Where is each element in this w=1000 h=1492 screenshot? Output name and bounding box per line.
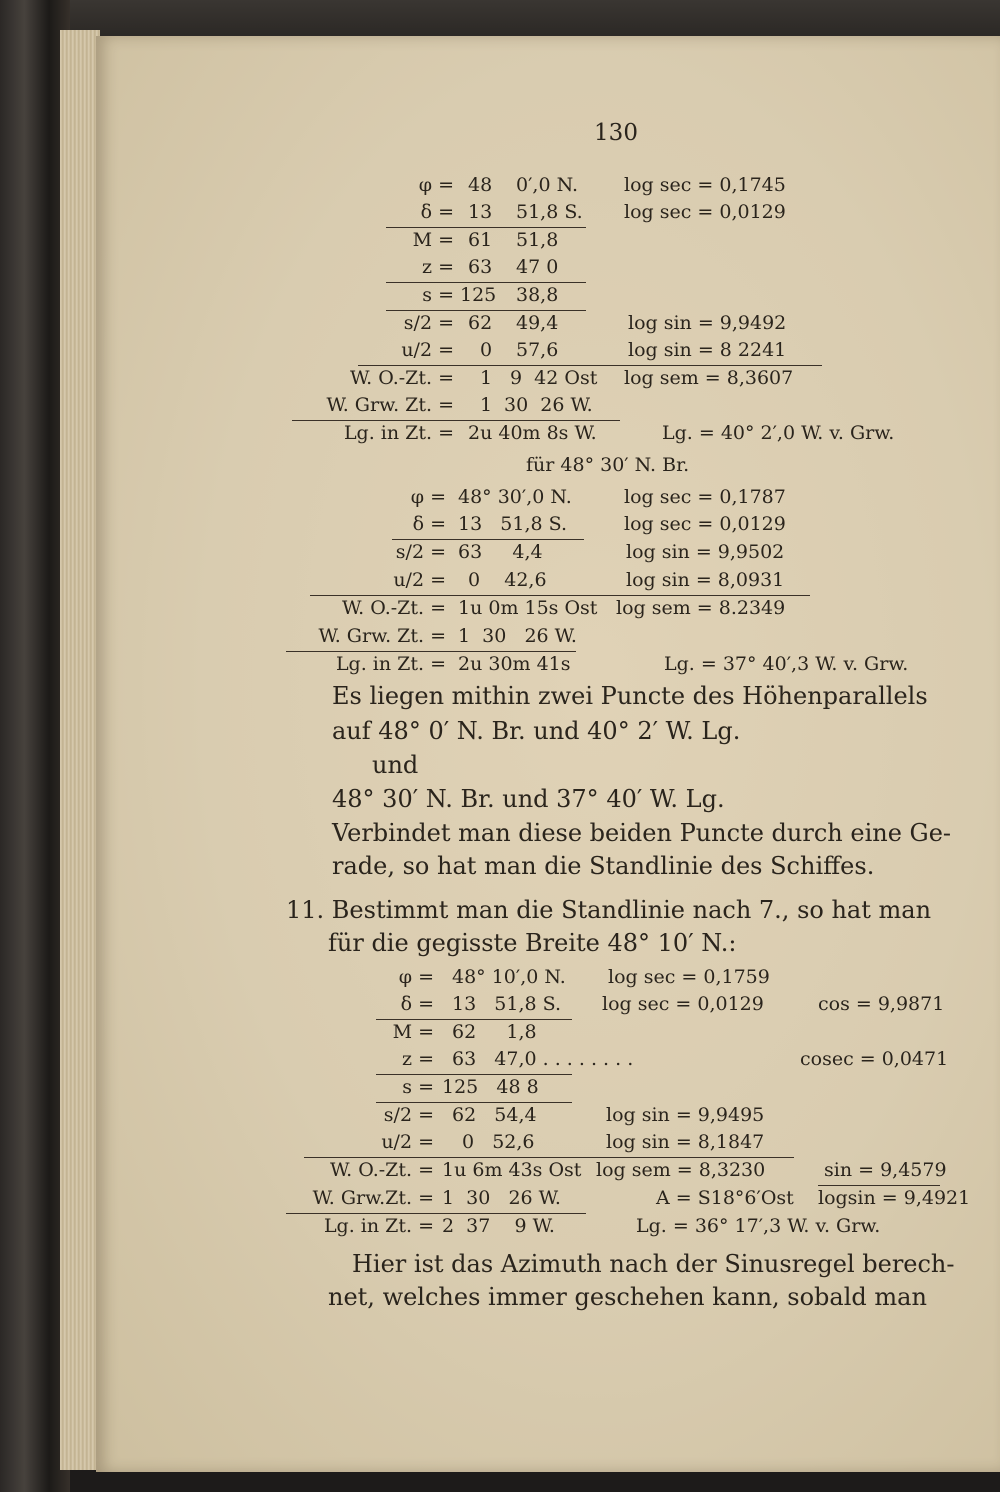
- calc-value: 48° 10′,0 N.: [452, 966, 566, 988]
- text-line: und: [372, 751, 419, 779]
- calc-value: 63 47,0 . . . . . . . .: [452, 1048, 634, 1070]
- calc-log: log sec = 0,0129: [624, 513, 786, 535]
- calc-label: u/2 =: [401, 339, 454, 361]
- calc-label: Lg. in Zt. =: [343, 422, 454, 444]
- calc-label: s/2 =: [383, 1104, 434, 1126]
- calc-value: 63 4,4: [458, 541, 543, 563]
- calc-value: 63: [468, 256, 493, 278]
- calc-label: u/2 =: [393, 569, 446, 591]
- calc-value: 1 30 26 W.: [458, 625, 577, 647]
- text-line: 48° 30′ N. Br. und 37° 40′ W. Lg.: [332, 785, 725, 813]
- calc-value: 48° 30′,0 N.: [458, 486, 572, 508]
- calc-extra: sin = 9,4579: [824, 1159, 947, 1181]
- calc-subheading: für 48° 30′ N. Br.: [526, 454, 690, 476]
- calc-value: 1: [480, 394, 493, 416]
- calc-value: 2u 40m 8s W.: [468, 422, 597, 444]
- calc-log: log sec = 0,0129: [624, 201, 786, 223]
- text-line: Hier ist das Azimuth nach der Sinusregel berech-: [352, 1250, 955, 1278]
- calc-value: 1u 0m 15s Ost: [458, 597, 598, 619]
- calc-value: 57,6: [516, 339, 559, 361]
- calc-label: δ =: [412, 513, 446, 535]
- text-line: net, welches immer geschehen kann, sobald man: [328, 1283, 927, 1311]
- calc-value: 61: [468, 229, 493, 251]
- calc-value: 48: [468, 174, 493, 196]
- calc-value: 0 42,6: [468, 569, 547, 591]
- calc-log: Lg. = 37° 40′,3 W. v. Grw.: [664, 653, 909, 675]
- page-number: 130: [594, 120, 638, 146]
- calc-label: φ =: [418, 174, 454, 196]
- calc-label: z =: [402, 1048, 434, 1070]
- text-line: rade, so hat man die Standlinie des Schiffes.: [332, 852, 875, 880]
- calc-label: W. O.-Zt. =: [329, 1159, 434, 1181]
- text-line: für die gegisste Breite 48° 10′ N.:: [328, 929, 737, 957]
- calc-label: Lg. in Zt. =: [323, 1215, 434, 1237]
- calc-label: Lg. in Zt. =: [335, 653, 446, 675]
- calc-value: 2 37 9 W.: [442, 1215, 555, 1237]
- page-edges: [60, 30, 100, 1470]
- calc-label: δ =: [420, 201, 454, 223]
- calc-log: log sin = 8,0931: [626, 569, 785, 591]
- book-page: [96, 36, 1000, 1472]
- calc-value: 2u 30m 41s: [458, 653, 571, 675]
- calc-label: s =: [422, 284, 454, 306]
- calc-value: 13 51,8 S.: [458, 513, 568, 535]
- calc-value: 47 0: [516, 256, 559, 278]
- calc-log: log sin = 9,9502: [626, 541, 785, 563]
- calc-value: 49,4: [516, 312, 559, 334]
- calc-label: M =: [412, 229, 454, 251]
- calc-label: W. Grw. Zt. =: [326, 394, 454, 416]
- calc-value: 0 52,6: [462, 1131, 535, 1153]
- calc-log: log sin = 8 2241: [628, 339, 787, 361]
- calc-value: 13: [468, 201, 493, 223]
- calc-value: 125: [460, 284, 497, 306]
- calc-value: 38,8: [516, 284, 559, 306]
- calc-label: δ =: [400, 993, 434, 1015]
- calc-label: φ =: [398, 966, 434, 988]
- calc-label: s =: [402, 1076, 434, 1098]
- calc-value: 125 48 8: [442, 1076, 539, 1098]
- calc-extra: cosec = 0,0471: [800, 1048, 949, 1070]
- calc-log: log sin = 9,9492: [628, 312, 787, 334]
- calc-log: log sem = 8,3230: [596, 1159, 766, 1181]
- calc-label: M =: [392, 1021, 434, 1043]
- calc-log: log sec = 0,0129: [602, 993, 764, 1015]
- calc-label: W. Grw.Zt. =: [312, 1187, 434, 1209]
- calc-label: W. Grw. Zt. =: [318, 625, 446, 647]
- calc-value: 51,8: [516, 229, 559, 251]
- calc-log: Lg. = 36° 17′,3 W. v. Grw.: [636, 1215, 881, 1237]
- calc-value: 51,8 S.: [516, 201, 583, 223]
- calc-value: 62 54,4: [452, 1104, 537, 1126]
- calc-value: 62 1,8: [452, 1021, 537, 1043]
- calc-label: φ =: [410, 486, 446, 508]
- book-binding-top: [0, 0, 1000, 40]
- calc-log: log sin = 9,9495: [606, 1104, 765, 1126]
- calc-value: 0: [480, 339, 493, 361]
- calc-value: 30 26 W.: [504, 394, 593, 416]
- calc-label: W. O.-Zt. =: [341, 597, 446, 619]
- calc-log: log sec = 0,1759: [608, 966, 770, 988]
- calc-log: log sin = 8,1847: [606, 1131, 765, 1153]
- calc-value: 1 30 26 W.: [442, 1187, 561, 1209]
- calc-label: s/2 =: [403, 312, 454, 334]
- calc-log: log sec = 0,1787: [624, 486, 786, 508]
- calc-value: 1u 6m 43s Ost: [442, 1159, 582, 1181]
- calc-label: u/2 =: [381, 1131, 434, 1153]
- calc-log: Lg. = 40° 2′,0 W. v. Grw.: [662, 422, 895, 444]
- calc-label: z =: [422, 256, 454, 278]
- calc-log: A = S18°6′Ost: [656, 1187, 794, 1209]
- text-line: auf 48° 0′ N. Br. und 40° 2′ W. Lg.: [332, 717, 741, 745]
- calc-extra: cos = 9,9871: [818, 993, 945, 1015]
- calc-value: 0′,0 N.: [516, 174, 579, 196]
- calc-label: W. O.-Zt. =: [349, 367, 454, 389]
- text-line: Verbindet man diese beiden Puncte durch eine Ge-: [332, 819, 952, 847]
- calc-log: log sec = 0,1745: [624, 174, 786, 196]
- calc-value: 9 42 Ost: [510, 367, 598, 389]
- calc-log: log sem = 8.2349: [616, 597, 786, 619]
- calc-label: s/2 =: [395, 541, 446, 563]
- calc-extra: logsin = 9,4921: [818, 1187, 971, 1209]
- calc-log: log sem = 8,3607: [624, 367, 794, 389]
- text-line: 11. Bestimmt man die Standlinie nach 7., so hat man: [286, 896, 932, 924]
- calc-value: 1: [480, 367, 493, 389]
- text-line: Es liegen mithin zwei Puncte des Höhenparallels: [332, 682, 928, 710]
- calc-value: 13 51,8 S.: [452, 993, 562, 1015]
- calc-value: 62: [468, 312, 493, 334]
